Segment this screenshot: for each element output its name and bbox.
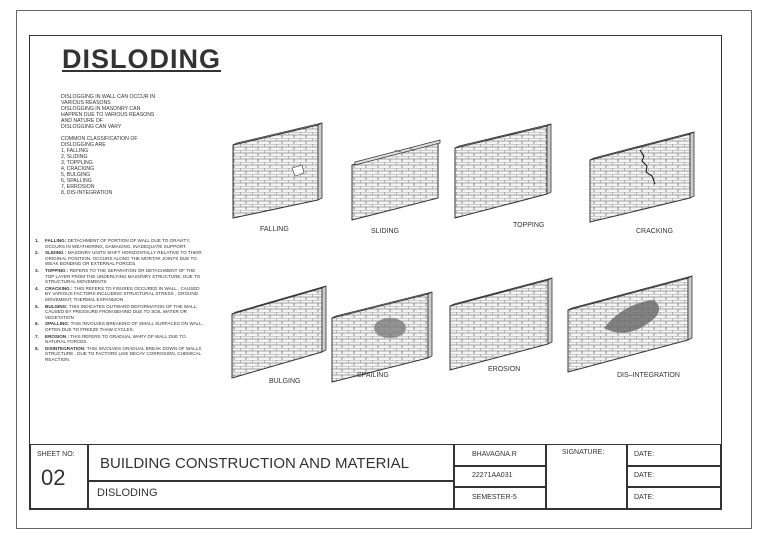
figure-label-topping: TOPPING [513, 222, 545, 229]
date-label: DATE: [634, 451, 655, 458]
figure-label-falling: FALLING [260, 226, 289, 233]
definition-number: 4. [35, 285, 39, 291]
definition-term: BULGING: [45, 303, 68, 309]
classification-heading: DISLOGGING ARE [61, 142, 106, 148]
wall-spalling-illustration [332, 292, 432, 382]
definition-number: 3. [35, 267, 39, 273]
definition-term: DISINTEGRATION: [45, 345, 86, 351]
sheet-number-label: SHEET NO: [37, 451, 75, 458]
figure-label-disintegration: DIS–INTEGRATION [617, 372, 680, 379]
signature-label: SIGNATURE: [562, 449, 605, 456]
page-title: DISLODING [62, 44, 222, 74]
definition-number: 5. [35, 303, 39, 309]
intro-line: DISLOGGING IN WALL CAN OCCUR IN [61, 94, 156, 100]
definition-number: 1. [35, 238, 39, 243]
wall-cracking-illustration [590, 132, 694, 222]
definition-text: REFERS TO THE SEPARATION OR DETACHMENT OF THE TOP LAYER FROM THE UNDERLYING MASONRY STRUCTURE, DUE TO STRUCTURAL MOVEMENTS [45, 267, 201, 285]
classification-item: 7, ERROSION [61, 184, 95, 190]
date-label: DATE: [634, 494, 655, 501]
definition-text: THIS REFERS TO FISURES OCCURED IN WALL , CAUSED BY VARIOUS FACTORS INCLUDING STRUCTURAL STRESS , GROUND MOVEMENT, THERMAL EXPANSION [45, 285, 200, 302]
figure-label-bulging: BULGING [269, 378, 301, 385]
intro-line: AND NATURE OF [61, 118, 103, 124]
classification-item: 8, DIS-INTEGRATION [61, 190, 113, 196]
definition-text: THIS INVOLVES GRADUAL BREAK DOWN OF WALLS STRUCTURE , DUE TO FACTORS LIKE DECAY CORROSION, CHEMICAL REACTION. [45, 345, 202, 362]
definition-term: SPALLING: [45, 321, 70, 327]
definition-term: FALLING: [45, 238, 67, 243]
wall-topping-illustration [455, 124, 551, 218]
definition-number: 7. [35, 333, 39, 339]
date-label: DATE: [634, 472, 655, 479]
classification-item: 5, BULGING [61, 172, 91, 178]
figure-label-cracking: CRACKING [636, 228, 673, 235]
semester: SEMESTER-5 [472, 494, 517, 501]
wall-bulging-illustration [232, 286, 326, 378]
intro-line: DISLOGGING CAN VARY [61, 124, 122, 130]
student-id: 22271AA031 [472, 472, 513, 479]
definition-text: THIS INDICATES OUTWARD DEFORMATION OF THE WALL, CAUSED BY PRESSURE FROM BEHIND DUE TO SOIL WATER OR VEGETATION [45, 303, 198, 320]
definition-term: TOPPING : [45, 267, 69, 273]
definition-term: EROSION : [45, 333, 69, 339]
intro-line: HAPPEN DUE TO VARIOUS REASONS [61, 112, 155, 118]
wall-sliding-illustration [352, 140, 440, 220]
classification-item: 2, SLIDING [61, 154, 88, 160]
figure-label-spalling: SPAILING [357, 372, 389, 379]
definition-term: SLIDING : [45, 250, 67, 256]
definition-number: 2. [35, 250, 39, 256]
figure-label-sliding: SLIDING [371, 228, 400, 235]
classification-item: 1, FALLING [61, 148, 89, 154]
wall-falling-illustration [233, 123, 322, 218]
sheet-title: DISLODING [97, 487, 158, 499]
definition-text: MASONRY UNITS SHIFT HORIZONTALLY RELATIVE TO THEIR ORIGINAL POSITION, OCCURS ALONG THE MORTAR JOINTS DUE TO WEAK BONDING OR EXTERNAL FORCES. [45, 250, 202, 267]
classification-item: 6, SPALLING [61, 178, 92, 184]
wall-erosion-illustration [450, 278, 552, 370]
figure-label-erosion: EROSION [488, 366, 521, 373]
intro-line: VARIOUS REASONS [61, 100, 111, 106]
sheet-number: 02 [41, 465, 66, 490]
definition-term: CRACKING : [45, 285, 73, 291]
definition-text: THIS REFERS TO GRADUAL WARY OF WALL DUE TO NATURAL FORCES. [45, 333, 186, 345]
definition-number: 8. [35, 345, 39, 351]
wall-disintegration-illustration [568, 276, 692, 372]
classification-item: 3, TOPPLING [61, 160, 93, 166]
student-name: BHAVAGNA.R [472, 451, 517, 458]
definition-text: THIS INVOLVES BREAKING OF SMALL SURFACES ON WALL, OFTEN DUE TO FREEZE THAW CYCLES. [45, 321, 203, 332]
intro-line: DISLOGGING IN MASONRY CAN [61, 106, 141, 112]
project-title: BUILDING CONSTRUCTION AND MATERIAL [100, 455, 409, 472]
definition-number: 6. [35, 321, 39, 327]
classification-heading: COMMON CLASSIFICATION OF [61, 136, 138, 142]
definition-text: DETACHMENT OF PORTION OF WALL DUE TO GRAVITY, OCCURS IN WEATHERING, DAMAGING, INADEQUATE SUPPORT. [45, 238, 191, 249]
classification-item: 4, CRACKING [61, 166, 95, 172]
